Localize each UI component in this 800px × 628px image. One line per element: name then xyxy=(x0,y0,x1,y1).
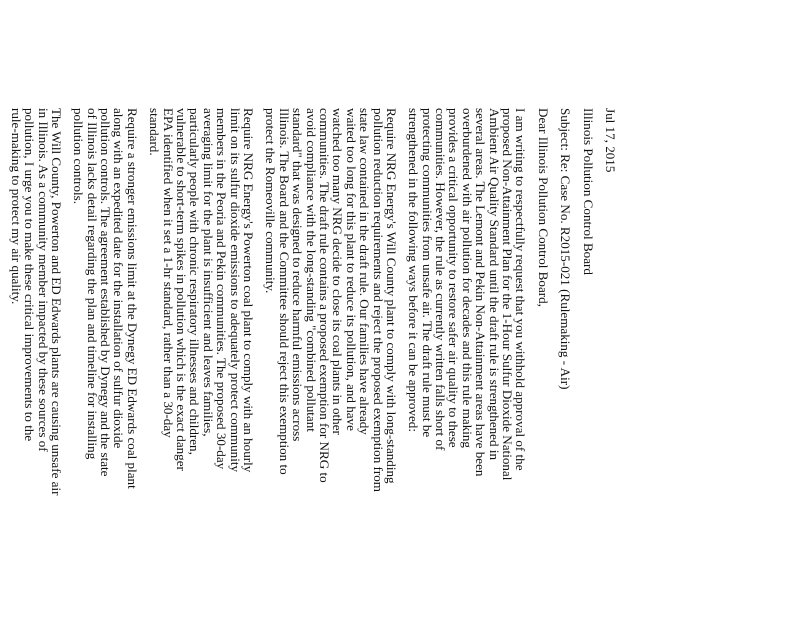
paragraph-will-county xyxy=(264,108,398,628)
paragraph-line: in Illinois. As a community member impacted by these sources of xyxy=(36,108,49,628)
paragraph-conclusion xyxy=(9,108,63,628)
paragraph-line: vulnerable to short-term spikes in pollution which is the exact danger xyxy=(175,108,188,628)
paragraph-line: Ambient Air Quality Standard until the draft rule is strengthened in xyxy=(487,108,500,628)
paragraph-line: Require NRG Energy's Powerton coal plant to comply with an hourly xyxy=(242,108,255,628)
paragraph-intro xyxy=(407,108,528,628)
paragraph-line: protect the Romeoville community. xyxy=(264,108,277,628)
paragraph-line: rule-making to protect my air quality. xyxy=(9,108,22,628)
paragraph-line: several areas. The Lemont and Pekin Non-Attainment areas have been xyxy=(474,108,487,628)
paragraph-line: strengthened in the following ways before it can be approved: xyxy=(407,108,420,628)
paragraph-line: state law contained in the draft rule. Our families have already xyxy=(358,108,371,628)
paragraph-line: The Will County, Powerton and ED Edwards plants are causing unsafe air xyxy=(50,108,63,628)
paragraph-powerton xyxy=(148,108,255,628)
paragraph-line: provides a critical opportunity to restore safer air quality to these xyxy=(447,108,460,628)
paragraph-line: I am writing to respectfully request that you withhold approval of the xyxy=(514,108,527,628)
paragraph-line: communities. The draft rule contains a proposed exemption for NRG to xyxy=(318,108,331,628)
paragraph-line: standard. xyxy=(148,108,161,628)
paragraph-line: averaging limit for the plant is insufficient and leaves families, xyxy=(201,108,214,628)
paragraph-line: particularly people with chronic respiratory illnesses and children, xyxy=(188,108,201,628)
paragraph-line: protecting communities from unsafe air. The draft rule must be xyxy=(420,108,433,628)
paragraph-line: avoid compliance with the long-standing "combined pollutant xyxy=(304,108,317,628)
letter-recipient: Illinois Pollution Control Board xyxy=(581,108,594,628)
letter-subject: Subject: Re: Case No. R2015-021 (Rulemaking - Air) xyxy=(559,108,572,628)
paragraph-line: proposed Non-Attainment Plan for the 1-Hour Sulfur Dioxide National xyxy=(501,108,514,628)
paragraph-line: pollution, I urge you to make these critical improvements to the xyxy=(23,108,36,628)
paragraph-line: Illinois. The Board and the Committee should reject this exemption to xyxy=(277,108,290,628)
paragraph-line: overburdened with air pollution for decades and this rule making xyxy=(460,108,473,628)
paragraph-line: pollution reduction requirements and reject the proposed exemption from xyxy=(371,108,384,628)
letter-salutation: Dear Illinois Pollution Control Board, xyxy=(536,108,549,628)
paragraph-line: limit on its sulfur dioxide emissions to adequately protect community xyxy=(228,108,241,628)
paragraph-line: Require NRG Energy's Will County plant to comply with long-standing xyxy=(385,108,398,628)
paragraph-line: pollution controls. xyxy=(72,108,85,628)
letter-body xyxy=(57,108,617,628)
paragraph-line: along with an expedited date for the installation of sulfur dioxide xyxy=(112,108,125,628)
letter-date: Jul 17, 2015 xyxy=(604,108,617,628)
paragraph-line: pollution controls. The agreement established by Dynegy and the state xyxy=(99,108,112,628)
paragraph-line: EPA identified when it set a 1-hr standard, rather than a 30-day xyxy=(161,108,174,628)
paragraph-line: standard" that was designed to reduce harmful emissions across xyxy=(291,108,304,628)
paragraph-line: of Illinois lacks detail regarding the plan and timeline for installing xyxy=(85,108,98,628)
paragraph-line: Require a stronger emissions limit at the Dynegy ED Edwards coal plant xyxy=(126,108,139,628)
paragraph-line: waited too long for this plant to reduce its pollution, and have xyxy=(344,108,357,628)
paragraph-ed-edwards xyxy=(72,108,139,628)
paragraph-line: members in the Peoria and Pekin communities. The proposed 30-day xyxy=(215,108,228,628)
paragraph-line: communities. However, the rule as currently written falls short of xyxy=(434,108,447,628)
paragraph-line: watched too many NRG decide to close its coal plants in other xyxy=(331,108,344,628)
